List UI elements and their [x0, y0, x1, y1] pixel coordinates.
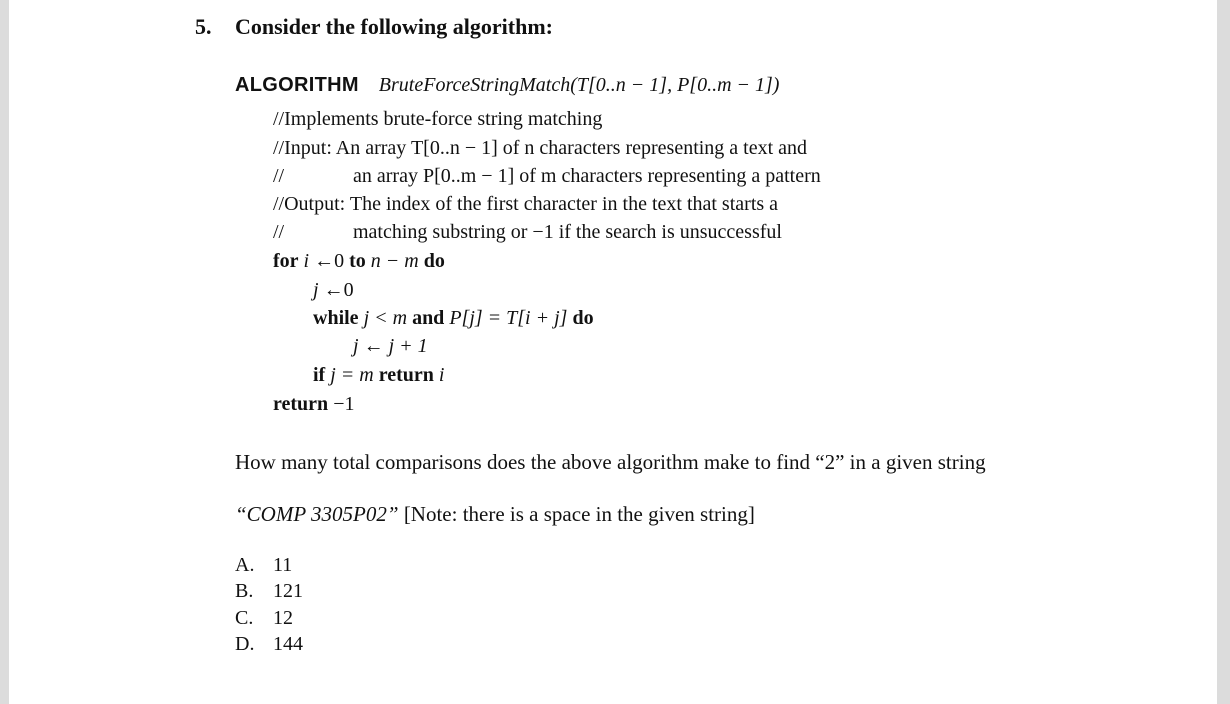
right-frame-border — [1217, 0, 1230, 704]
return-keyword: return — [273, 393, 329, 415]
answer-option[interactable] — [235, 633, 303, 656]
do-keyword: do — [572, 307, 594, 329]
algorithm-signature: BruteForceStringMatch(T[0..n − 1], P[0..m − 1]) — [378, 74, 780, 96]
code-return-line — [273, 393, 354, 416]
algorithm-keyword: ALGORITHM — [235, 74, 359, 96]
answer-option[interactable] — [235, 580, 303, 603]
assign-arrow: ← — [363, 335, 384, 357]
left-frame-border — [0, 0, 9, 704]
option-letter: B. — [235, 580, 254, 602]
answer-option[interactable] — [235, 554, 292, 577]
code-increment-line — [353, 335, 428, 358]
return-value: −1 — [333, 393, 355, 415]
code-if-line — [313, 364, 444, 387]
j-variable: j — [353, 335, 359, 357]
return-value: i — [438, 364, 445, 386]
loop-limit: n − m — [370, 250, 419, 272]
comment-line: an array P[0..m − 1] of m characters representing a pattern — [353, 165, 821, 187]
question-prompt-string — [235, 502, 755, 527]
j-variable: j — [313, 279, 319, 301]
option-letter: A. — [235, 554, 255, 576]
question-number: 5. — [195, 14, 212, 39]
and-keyword: and — [412, 307, 445, 329]
prompt-note: [Note: there is a space in the given string] — [403, 502, 755, 526]
option-value: 12 — [273, 607, 293, 629]
for-keyword: for — [273, 250, 299, 272]
loop-start: 0 — [334, 250, 345, 272]
given-string: “COMP 3305P02” — [235, 502, 399, 526]
loop-variable: i — [303, 250, 310, 272]
to-keyword: to — [349, 250, 366, 272]
assign-arrow: ← — [314, 250, 335, 272]
option-letter: D. — [235, 633, 255, 655]
option-value: 144 — [273, 633, 303, 655]
question-prompt: How many total comparisons does the above algorithm make to find “2” in a given string — [235, 450, 986, 474]
option-letter: C. — [235, 607, 254, 629]
comment-marker: // — [273, 221, 285, 243]
if-keyword: if — [313, 364, 326, 386]
option-value: 11 — [273, 554, 293, 576]
increment-expression: j + 1 — [388, 335, 428, 357]
comment-marker: // — [273, 165, 285, 187]
j-init-value: 0 — [343, 279, 354, 301]
answer-option[interactable] — [235, 607, 293, 630]
algorithm-header — [235, 74, 779, 97]
option-value: 121 — [273, 580, 303, 602]
while-condition-1: j < m — [363, 307, 408, 329]
question-title: Consider the following algorithm: — [235, 14, 553, 39]
comment-line: matching substring or −1 if the search is unsuccessful — [353, 221, 782, 243]
code-while-line — [313, 307, 594, 330]
do-keyword: do — [423, 250, 445, 272]
comment-line: //Implements brute-force string matching — [273, 108, 603, 130]
code-j-init-line — [313, 279, 354, 302]
while-condition-2: P[j] = T[i + j] — [449, 307, 568, 329]
comment-line: //Output: The index of the first character in the text that starts a — [273, 193, 779, 215]
if-condition: j = m — [330, 364, 374, 386]
code-for-line — [273, 250, 445, 273]
while-keyword: while — [313, 307, 359, 329]
assign-arrow: ← — [323, 279, 344, 301]
comment-line: //Input: An array T[0..n − 1] of n characters representing a text and — [273, 137, 808, 159]
return-keyword: return — [378, 364, 434, 386]
